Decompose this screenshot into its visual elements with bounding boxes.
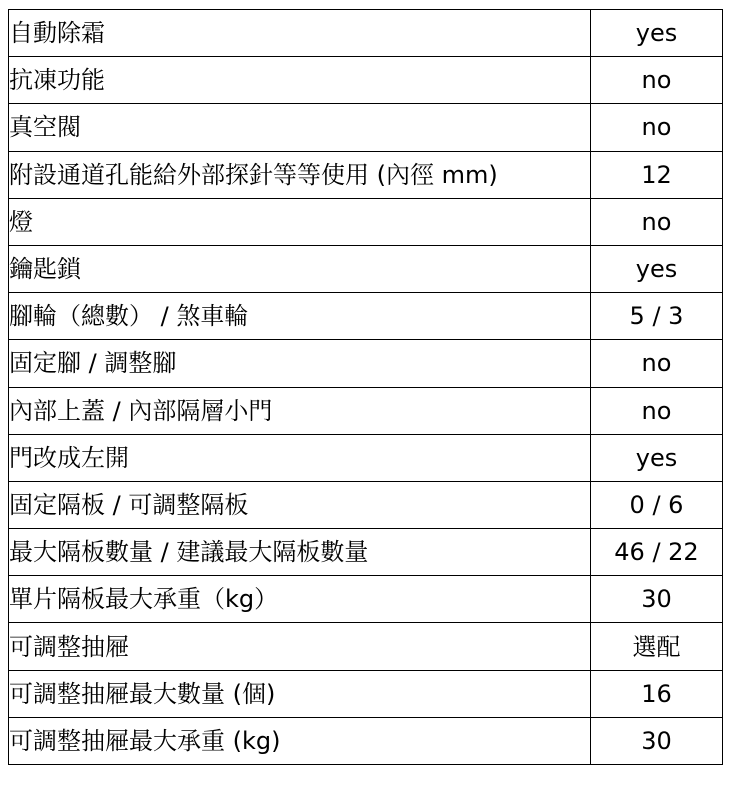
row-value: 選配: [591, 623, 723, 670]
row-label: 鑰匙鎖: [9, 245, 591, 292]
table-row: [9, 481, 723, 528]
row-value: no: [591, 57, 723, 104]
row-label: 可調整抽屜: [9, 623, 591, 670]
row-value: 30: [591, 576, 723, 623]
table-row: [9, 623, 723, 670]
row-value: no: [591, 198, 723, 245]
table-row: [9, 10, 723, 57]
row-label: 自動除霜: [9, 10, 591, 57]
table-row: [9, 104, 723, 151]
table-row: [9, 434, 723, 481]
row-label: 真空閥: [9, 104, 591, 151]
row-label: 可調整抽屜最大承重 (kg): [9, 717, 591, 764]
table-row: [9, 717, 723, 764]
row-label: 門改成左開: [9, 434, 591, 481]
row-value: no: [591, 387, 723, 434]
table-row: [9, 151, 723, 198]
table-row: [9, 529, 723, 576]
spec-table: [8, 9, 723, 765]
table-row: [9, 340, 723, 387]
row-value: 12: [591, 151, 723, 198]
row-value: no: [591, 104, 723, 151]
table-row: [9, 245, 723, 292]
row-label: 燈: [9, 198, 591, 245]
row-value: 5 / 3: [591, 293, 723, 340]
row-label: 附設通道孔能給外部探針等等使用 (內徑 mm): [9, 151, 591, 198]
row-label: 內部上蓋 / 內部隔層小門: [9, 387, 591, 434]
row-label: 最大隔板數量 / 建議最大隔板數量: [9, 529, 591, 576]
row-label: 單片隔板最大承重（kg）: [9, 576, 591, 623]
row-label: 抗凍功能: [9, 57, 591, 104]
row-value: 46 / 22: [591, 529, 723, 576]
row-value: 30: [591, 717, 723, 764]
row-label: 固定腳 / 調整腳: [9, 340, 591, 387]
row-label: 固定隔板 / 可調整隔板: [9, 481, 591, 528]
table-row: [9, 57, 723, 104]
row-value: yes: [591, 434, 723, 481]
table-row: [9, 293, 723, 340]
table-row: [9, 576, 723, 623]
row-value: 0 / 6: [591, 481, 723, 528]
spec-table-body: [9, 10, 723, 765]
row-value: yes: [591, 10, 723, 57]
row-value: 16: [591, 670, 723, 717]
row-value: no: [591, 340, 723, 387]
row-value: yes: [591, 245, 723, 292]
table-row: [9, 387, 723, 434]
table-row: [9, 198, 723, 245]
table-row: [9, 670, 723, 717]
row-label: 可調整抽屜最大數量 (個): [9, 670, 591, 717]
row-label: 腳輪（總數） / 煞車輪: [9, 293, 591, 340]
